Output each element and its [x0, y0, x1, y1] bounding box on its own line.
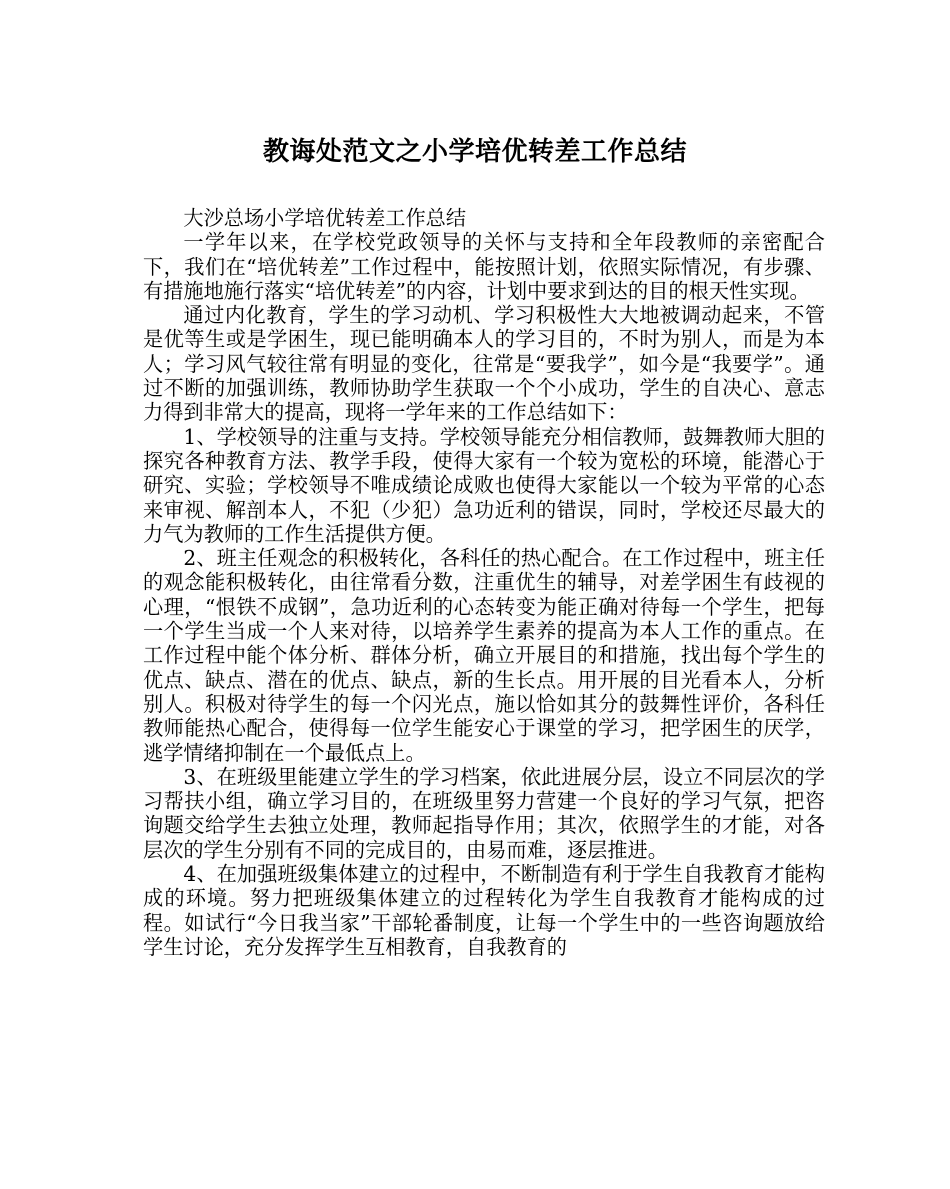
body-paragraph: 1、学校领导的注重与支持。学校领导能充分相信教师，鼓舞教师大胆的探究各种教育方法、教学手段，使得大家有一个较为宽松的环境，能潜心于研究、实验；学校领导不唯成绩论成败也使得大家能以一个较为平常的心态来审视、解剖本人，不犯（少犯）急功近利的错误，同时，学校还尽最大的力气为教师的工作生活提供方便。	[143, 424, 825, 546]
body-paragraph: 一学年以来，在学校党政领导的关怀与支持和全年段教师的亲密配合下，我们在“培优转差”工作过程中，能按照计划，依照实际情况，有步骤、有措施地施行落实“培优转差”的内容，计划中要求到达的目的根天性实现。	[143, 230, 825, 303]
subtitle-paragraph: 大沙总场小学培优转差工作总结	[183, 206, 467, 230]
body-paragraph: 通过内化教育，学生的学习动机、学习积极性大大地被调动起来，不管是优等生或是学困生，现已能明确本人的学习目的，不时为别人，而是为本人；学习风气较往常有明显的变化，往常是“要我学”，如今是“我要学”。通过不断的加强训练，教师协助学生获取一个个小成功，学生的自决心、意志力得到非常大的提高，现将一学年来的工作总结如下：	[143, 303, 825, 425]
document-title: 教诲处范文之小学培优转差工作总结	[262, 137, 687, 167]
body-paragraph: 4、在加强班级集体建立的过程中，不断制造有利于学生自我教育才能构成的环境。努力把班级集体建立的过程转化为学生自我教育才能构成的过程。如试行“今日我当家”干部轮番制度，让每一个学生中的一些咨询题放给学生讨论，充分发挥学生互相教育，自我教育的	[143, 862, 825, 959]
body-paragraph: 3、在班级里能建立学生的学习档案，依此进展分层，设立不同层次的学习帮扶小组，确立学习目的，在班级里努力营建一个良好的学习气氛，把咨询题交给学生去独立处理，教师起指导作用；其次，依照学生的才能，对各层次的学生分别有不同的完成目的，由易而难，逐层推进。	[143, 764, 825, 862]
document-body	[143, 206, 825, 959]
body-paragraph: 2、班主任观念的积极转化，各科任的热心配合。在工作过程中，班主任的观念能积极转化，由往常看分数，注重优生的辅导，对差学困生有歧视的心理，“恨铁不成钢”，急功近利的心态转变为能正确对待每一个学生，把每一个学生当成一个人来对待，以培养学生素养的提高为本人工作的重点。在工作过程中能个体分析、群体分析，确立开展目的和措施，找出每个学生的优点、缺点、潜在的优点、缺点，新的生长点。用开展的目光看本人，分析别人。积极对待学生的每一个闪光点，施以恰如其分的鼓舞性评价，各科任教师能热心配合，使得每一位学生能安心于课堂的学习，把学困生的厌学，逃学情绪抑制在一个最低点上。	[143, 546, 825, 765]
